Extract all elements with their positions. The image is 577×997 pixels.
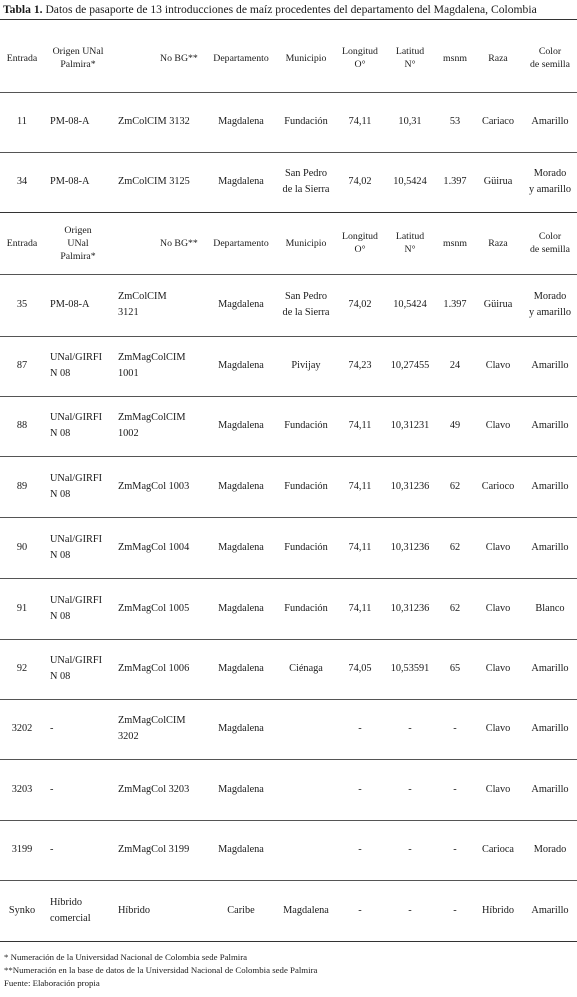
row-3202-nobg: 3202: [118, 731, 139, 742]
row-3199-raza: Carioca: [481, 844, 515, 855]
header-raza: Raza: [488, 237, 508, 249]
table-rule: [0, 336, 577, 337]
row-88-entrada: 88: [16, 420, 28, 431]
table-rule: [0, 759, 577, 760]
row-34-color: Morado: [533, 168, 567, 179]
row-92-entrada: 92: [16, 663, 28, 674]
footnote-2: **Numeración en la base de datos de la Universidad Nacional de Colombia sede Palmira: [4, 965, 318, 975]
row-34-msnm: 1.397: [443, 176, 467, 187]
row-34-longitud: 74,02: [348, 176, 372, 187]
row-87-departamento: Magdalena: [218, 360, 264, 371]
row-87-origen: UNal/GIRFI: [50, 352, 103, 363]
row-Synko-latitud: -: [408, 904, 412, 916]
row-3203-msnm: -: [453, 783, 457, 795]
header-latitud: Latitud: [395, 46, 425, 57]
row-35-nobg: ZmColCIM: [118, 291, 167, 302]
table-rule: [0, 274, 577, 275]
header-origen: Palmira*: [60, 250, 96, 262]
row-92-origen: N 08: [50, 671, 71, 682]
table-rule: [0, 699, 577, 700]
header-municipio: Municipio: [285, 52, 327, 64]
row-35-municipio: San Pedro: [284, 291, 328, 302]
row-90-color: Amarillo: [531, 541, 569, 553]
row-Synko-municipio: Magdalena: [283, 904, 329, 916]
row-88-origen: UNal/GIRFI: [50, 412, 103, 423]
header-longitud: O°: [354, 244, 366, 255]
row-88-nobg: 1002: [118, 428, 139, 439]
row-35-raza: Güirua: [483, 299, 513, 310]
row-Synko-origen: Híbrido: [50, 896, 83, 908]
row-34-entrada: 34: [16, 176, 28, 187]
row-90-raza: Clavo: [485, 541, 511, 553]
row-91-departamento: Magdalena: [218, 602, 264, 614]
table-rule: [0, 517, 577, 518]
row-35-nobg: 3121: [118, 307, 139, 318]
row-87-nobg: 1001: [118, 368, 139, 379]
row-34-color: y amarillo: [528, 184, 572, 195]
row-3202-nobg: ZmMagColCIM: [118, 715, 186, 726]
row-87-msnm: 24: [449, 360, 461, 371]
row-91-color: Blanco: [535, 602, 565, 614]
row-89-origen: N 08: [50, 488, 71, 500]
caption-label: Tabla 1.: [3, 3, 43, 16]
row-35-longitud: 74,02: [348, 299, 372, 310]
row-3199-entrada: 3199: [11, 844, 33, 855]
row-88-color: Amarillo: [531, 420, 569, 431]
row-Synko-msnm: -: [453, 904, 457, 916]
header-color: Color: [538, 46, 562, 57]
row-34-latitud: 10,5424: [393, 176, 427, 187]
row-91-nobg: ZmMagCol 1005: [118, 602, 190, 614]
row-34-nobg: ZmColCIM 3125: [118, 176, 190, 187]
row-90-nobg: ZmMagCol 1004: [118, 541, 190, 553]
row-3202-latitud: -: [408, 723, 412, 734]
header-nobg: No BG**: [160, 52, 198, 64]
footnote-1: * Numeración de la Universidad Nacional de Colombia sede Palmira: [4, 952, 248, 962]
row-90-origen: UNal/GIRFI: [50, 533, 103, 545]
row-3203-nobg: ZmMagCol 3203: [118, 783, 190, 795]
header-origen: Origen UNal: [52, 46, 104, 57]
row-87-entrada: 87: [16, 360, 28, 371]
header-origen: Origen: [64, 224, 92, 236]
row-3202-origen: -: [50, 723, 54, 734]
row-3199-departamento: Magdalena: [218, 844, 264, 855]
row-3203-entrada: 3203: [11, 783, 33, 795]
row-92-longitud: 74,05: [348, 663, 372, 674]
table-rule: [0, 152, 577, 153]
row-11-color: Amarillo: [531, 116, 569, 127]
row-35-msnm: 1.397: [443, 299, 467, 310]
row-87-municipio: Pivijay: [291, 360, 321, 371]
row-35-departamento: Magdalena: [218, 299, 264, 310]
table-rule: [0, 880, 577, 881]
row-88-municipio: Fundación: [284, 420, 328, 431]
row-3199-msnm: -: [453, 844, 457, 855]
row-34-origen: PM-08-A: [50, 176, 90, 187]
row-92-municipio: Ciénaga: [289, 663, 323, 674]
header-longitud: Longitud: [342, 46, 378, 57]
row-35-entrada: 35: [16, 299, 28, 310]
row-88-raza: Clavo: [485, 420, 511, 431]
row-92-raza: Clavo: [485, 663, 511, 674]
row-87-nobg: ZmMagColCIM: [118, 352, 186, 363]
row-11-nobg: ZmColCIM 3132: [118, 116, 190, 127]
row-91-municipio: Fundación: [284, 602, 328, 614]
row-11-raza: Cariaco: [481, 116, 515, 127]
header-departamento: Departamento: [213, 52, 269, 64]
row-88-nobg: ZmMagColCIM: [118, 412, 186, 423]
row-91-entrada: 91: [16, 602, 28, 614]
row-92-departamento: Magdalena: [218, 663, 264, 674]
header-color: de semilla: [530, 59, 570, 70]
table-rule: [0, 19, 577, 20]
row-3202-color: Amarillo: [531, 723, 569, 734]
row-3202-departamento: Magdalena: [218, 723, 264, 734]
row-90-longitud: 74,11: [348, 541, 372, 553]
row-89-raza: Carioco: [481, 480, 515, 492]
row-92-latitud: 10,53591: [390, 663, 430, 674]
table-rule: [0, 396, 577, 397]
row-89-latitud: 10,31236: [390, 480, 430, 492]
row-91-msnm: 62: [449, 602, 461, 614]
row-89-msnm: 62: [449, 480, 461, 492]
row-3202-msnm: -: [453, 723, 457, 734]
row-35-municipio: de la Sierra: [282, 307, 330, 318]
row-88-origen: N 08: [50, 428, 71, 439]
row-3203-latitud: -: [408, 783, 412, 795]
row-3203-origen: -: [50, 783, 54, 795]
row-3202-entrada: 3202: [11, 723, 33, 734]
row-88-msnm: 49: [449, 420, 461, 431]
table-rule: [0, 639, 577, 640]
row-3203-longitud: -: [358, 783, 362, 795]
header-color: Color: [538, 231, 562, 242]
row-3203-raza: Clavo: [485, 783, 511, 795]
header-municipio: Municipio: [285, 237, 327, 249]
row-11-msnm: 53: [449, 116, 461, 127]
row-11-entrada: 11: [17, 116, 27, 127]
row-88-departamento: Magdalena: [218, 420, 264, 431]
row-87-latitud: 10,27455: [390, 360, 430, 371]
row-89-origen: UNal/GIRFI: [50, 472, 103, 484]
row-Synko-entrada: Synko: [8, 904, 36, 916]
header-latitud: N°: [404, 244, 416, 255]
row-3199-color: Morado: [533, 844, 567, 855]
row-Synko-color: Amarillo: [531, 904, 569, 916]
row-35-origen: PM-08-A: [50, 299, 90, 310]
row-35-color: Morado: [533, 291, 567, 302]
row-11-origen: PM-08-A: [50, 116, 90, 127]
row-Synko-origen: comercial: [50, 912, 91, 924]
row-34-raza: Güirua: [483, 176, 513, 187]
header-longitud: Longitud: [342, 231, 378, 242]
row-89-departamento: Magdalena: [218, 480, 264, 492]
header-msnm: msnm: [443, 52, 467, 64]
row-87-longitud: 74,23: [348, 360, 372, 371]
row-35-latitud: 10,5424: [393, 299, 427, 310]
row-90-origen: N 08: [50, 549, 71, 561]
row-90-municipio: Fundación: [284, 541, 328, 553]
row-91-latitud: 10,31236: [390, 602, 430, 614]
header-latitud: Latitud: [395, 231, 425, 242]
row-34-municipio: San Pedro: [284, 168, 328, 179]
row-92-msnm: 65: [449, 663, 461, 674]
row-89-color: Amarillo: [531, 480, 569, 492]
row-Synko-longitud: -: [358, 904, 362, 916]
table-rule: [0, 456, 577, 457]
row-3202-longitud: -: [358, 723, 362, 734]
header-origen: Palmira*: [60, 59, 96, 70]
row-89-entrada: 89: [16, 480, 28, 492]
row-34-municipio: de la Sierra: [282, 184, 330, 195]
header-entrada: Entrada: [6, 237, 38, 249]
header-origen: UNal: [67, 237, 89, 249]
header-raza: Raza: [488, 52, 508, 64]
row-35-color: y amarillo: [528, 307, 572, 318]
row-89-municipio: Fundación: [284, 480, 328, 492]
table-rule: [0, 820, 577, 821]
row-11-municipio: Fundación: [284, 116, 328, 127]
header-latitud: N°: [404, 59, 416, 70]
header-nobg: No BG**: [160, 237, 198, 249]
row-34-departamento: Magdalena: [218, 176, 264, 187]
row-87-origen: N 08: [50, 368, 71, 379]
row-Synko-nobg: Híbrido: [118, 904, 151, 916]
row-91-raza: Clavo: [485, 602, 511, 614]
row-3199-origen: -: [50, 844, 54, 855]
header-color: de semilla: [530, 244, 570, 255]
row-11-latitud: 10,31: [398, 116, 422, 127]
row-92-nobg: ZmMagCol 1006: [118, 663, 190, 674]
header-departamento: Departamento: [213, 237, 269, 249]
row-3203-departamento: Magdalena: [218, 783, 264, 795]
row-87-raza: Clavo: [485, 360, 511, 371]
row-90-departamento: Magdalena: [218, 541, 264, 553]
row-89-nobg: ZmMagCol 1003: [118, 480, 190, 492]
row-90-entrada: 90: [16, 541, 28, 553]
row-3199-nobg: ZmMagCol 3199: [118, 844, 190, 855]
row-90-latitud: 10,31236: [390, 541, 430, 553]
row-Synko-departamento: Caribe: [227, 904, 255, 916]
table-caption: [3, 3, 577, 17]
row-90-msnm: 62: [449, 541, 461, 553]
row-Synko-raza: Híbrido: [481, 904, 515, 916]
row-87-color: Amarillo: [531, 360, 569, 371]
header-msnm: msnm: [443, 237, 467, 249]
caption-text: Datos de pasaporte de 13 introducciones de maíz procedentes del departamento del Magdalena, Colombia: [45, 3, 537, 16]
row-91-origen: UNal/GIRFI: [50, 594, 103, 606]
row-3199-longitud: -: [358, 844, 362, 855]
row-3202-raza: Clavo: [485, 723, 511, 734]
table-rule: [0, 941, 577, 942]
row-92-origen: UNal/GIRFI: [50, 655, 103, 666]
row-92-color: Amarillo: [531, 663, 569, 674]
table-rule: [0, 212, 577, 213]
row-11-longitud: 74,11: [348, 116, 372, 127]
header-entrada: Entrada: [6, 52, 38, 64]
row-91-longitud: 74,11: [348, 602, 372, 614]
row-11-departamento: Magdalena: [218, 116, 264, 127]
footnote-3: Fuente: Elaboración propia: [4, 978, 100, 988]
row-88-longitud: 74,11: [348, 420, 372, 431]
row-3203-color: Amarillo: [531, 783, 569, 795]
table-rule: [0, 578, 577, 579]
row-3199-latitud: -: [408, 844, 412, 855]
header-longitud: O°: [354, 59, 366, 70]
row-89-longitud: 74,11: [348, 480, 372, 492]
row-88-latitud: 10,31231: [390, 420, 430, 431]
row-91-origen: N 08: [50, 610, 71, 622]
table-rule: [0, 92, 577, 93]
